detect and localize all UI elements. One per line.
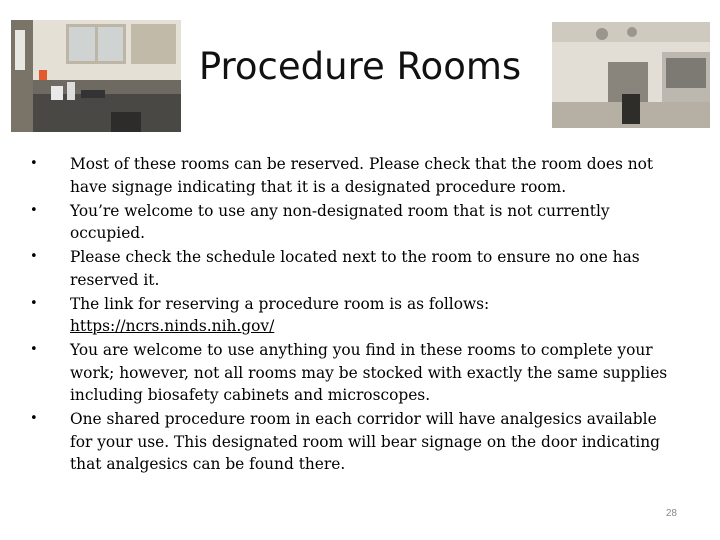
reservation-link[interactable]: https://ncrs.ninds.nih.gov/ [70,317,275,335]
bullet-text: The link for reserving a procedure room is as follows: [70,294,490,313]
bullet-icon: • [30,202,38,218]
bullet-text: One shared procedure room in each corridor will have analgesics available for your use. This designated room will bear signage on the door indicating that analgesics can be found there. [70,410,660,473]
bullet-text: Please check the schedule located next to the room to ensure no one has reserved it. [70,248,640,289]
bullet-item [30,339,680,407]
page-number: 28 [665,508,677,519]
bullet-text: Most of these rooms can be reserved. Please check that the room does not have signage indicating that it is a designated procedure room. [70,155,654,196]
bullet-icon: • [30,156,38,171]
bullet-text: You’re welcome to use any non-designated room that is not currently occupied. [70,201,610,242]
slide-title-text: Procedure Rooms [195,45,525,88]
bullet-item [30,246,680,291]
bullet-item [30,200,680,245]
bullet-item [30,408,680,476]
slide-title [0,40,720,94]
bullet-text: You are welcome to use anything you find in these rooms to complete your work; however, not all rooms may be stocked with exactly the same supplies including biosafety cabinets and microscopes. [70,341,668,404]
bullet-icon: • [30,411,38,426]
bullet-item [30,153,680,198]
bullet-icon: • [30,249,38,264]
bullet-item [30,293,680,338]
bullet-icon: • [30,295,38,311]
bullet-list [30,153,680,477]
bullet-icon: • [30,342,38,357]
